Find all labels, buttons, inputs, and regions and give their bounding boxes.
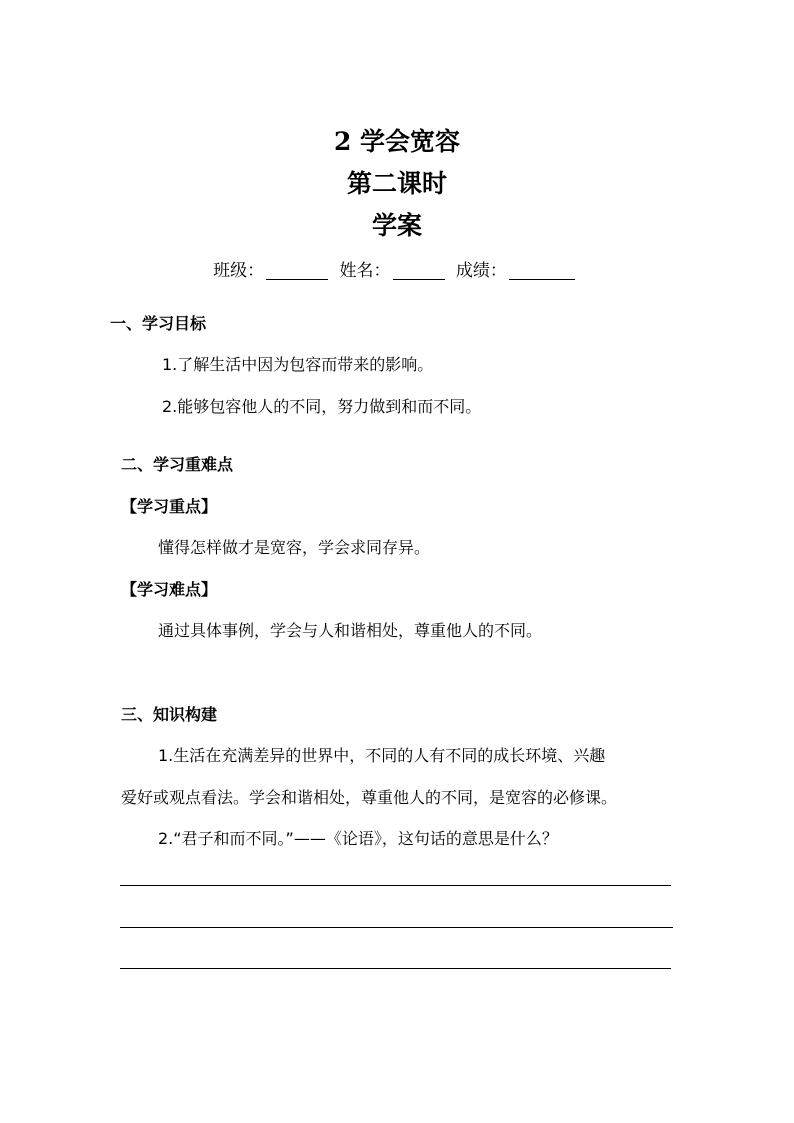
lesson-period: 第二课时: [346, 169, 447, 198]
document-type: 学案: [371, 211, 422, 240]
key-point-label: 【学习重点】: [121, 497, 218, 516]
student-info-row: [0, 256, 794, 281]
answer-line[interactable]: [120, 927, 673, 928]
class-label: 班级：: [213, 261, 265, 281]
objective-item: 1.了解生活中因为包容而带来的影响。: [162, 355, 434, 374]
question-2: 2.“君子和而不同。”——《论语》，这句话的意思是什么？: [158, 829, 558, 848]
answer-line[interactable]: [120, 885, 671, 886]
answer-line[interactable]: [120, 968, 671, 969]
score-blank[interactable]: [509, 261, 575, 280]
objective-item: 2.能够包容他人的不同，努力做到和而不同。: [162, 397, 482, 416]
section-heading-objectives: 一、学习目标: [110, 314, 207, 333]
document-title: 2 学会宽容: [333, 127, 461, 156]
knowledge-paragraph-line: 爱好或观点看法。学会和谐相处，尊重他人的不同，是宽容的必修课。: [121, 788, 618, 807]
name-blank[interactable]: [393, 261, 445, 280]
score-label: 成绩：: [455, 261, 507, 281]
knowledge-paragraph-line: 1.生活在充满差异的世界中，不同的人有不同的成长环境、兴趣: [158, 746, 606, 765]
section-heading-key-points: 二、学习重难点: [121, 455, 234, 474]
difficulty-text: 通过具体事例，学会与人和谐相处，尊重他人的不同。: [158, 621, 543, 640]
section-heading-knowledge: 三、知识构建: [121, 705, 218, 724]
difficulty-label: 【学习难点】: [121, 580, 218, 599]
class-blank[interactable]: [266, 261, 328, 280]
name-label: 姓名：: [339, 261, 391, 281]
key-point-text: 懂得怎样做才是宽容，学会求同存异。: [158, 538, 431, 557]
